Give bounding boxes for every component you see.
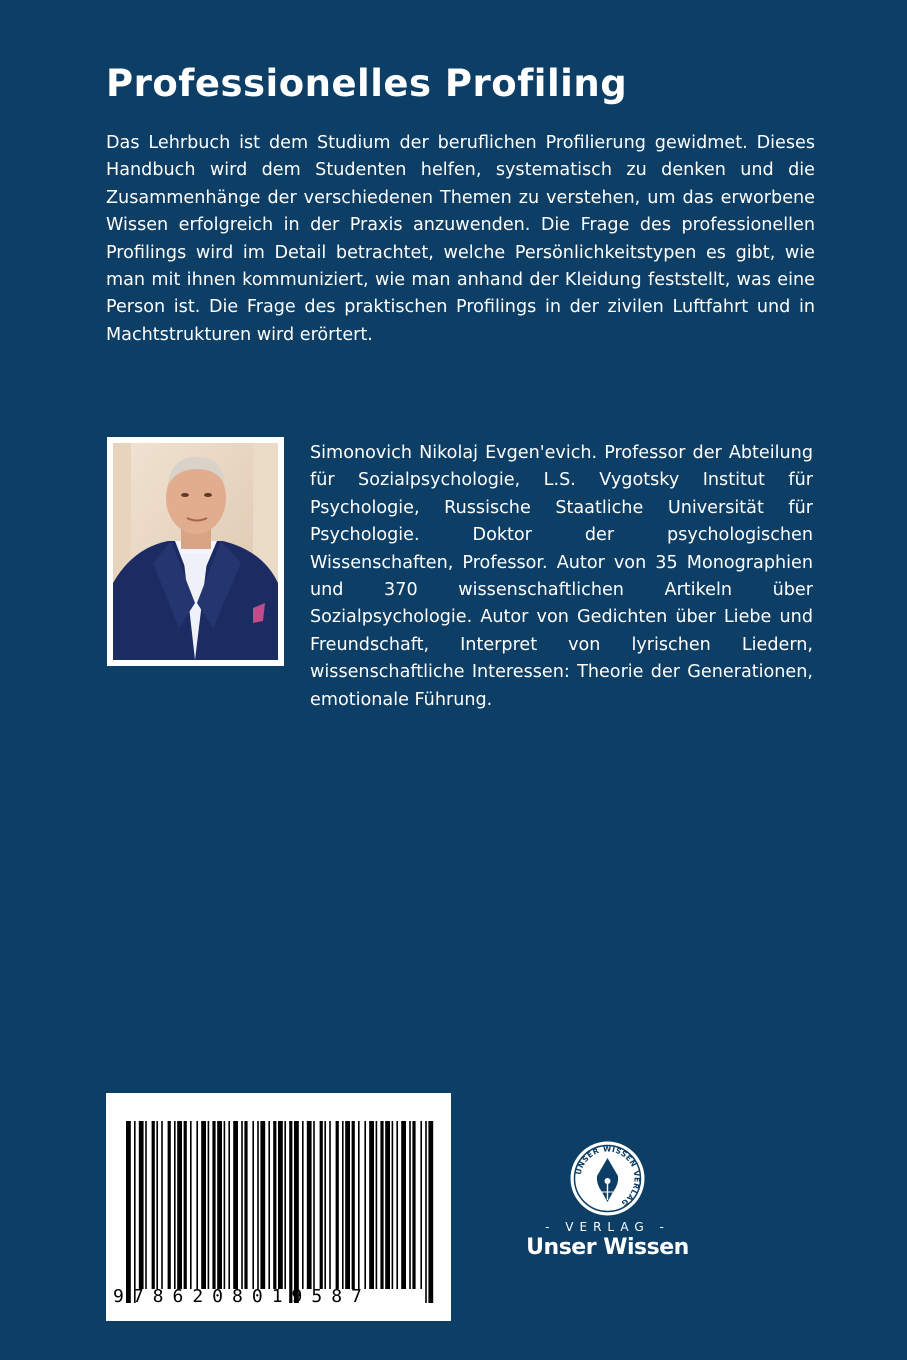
barcode-bar: [228, 1121, 230, 1289]
barcode-bar: [156, 1121, 158, 1289]
publisher-ring-text: UNSER WISSEN VERLAG: [573, 1144, 642, 1209]
barcode-bar: [161, 1121, 163, 1289]
barcode-bar: [145, 1121, 147, 1289]
barcode-bar: [260, 1121, 265, 1289]
barcode-bar: [369, 1121, 374, 1289]
barcode-bar: [294, 1121, 299, 1303]
barcode-bar: [401, 1121, 406, 1289]
barcode-bar: [284, 1121, 286, 1289]
isbn-number: 9786208019587: [113, 1286, 371, 1307]
barcode-bar: [268, 1121, 270, 1289]
barcode-bar: [196, 1121, 198, 1289]
barcode-bar: [380, 1121, 383, 1289]
barcode-bar: [212, 1121, 215, 1289]
barcode-bar: [190, 1121, 192, 1289]
barcode-bar: [385, 1121, 390, 1289]
barcode-bar: [313, 1121, 315, 1289]
barcode-bar: [278, 1121, 283, 1289]
barcode-bar: [184, 1121, 187, 1289]
barcode-bar: [396, 1121, 398, 1289]
barcode-bar: [412, 1121, 415, 1289]
publisher-label: - VERLAG -: [545, 1220, 670, 1234]
pen-nib-icon: [569, 1140, 646, 1217]
barcode-bar: [174, 1121, 176, 1289]
book-description: Das Lehrbuch ist dem Studium der beruflichen Profilierung gewidmet. Dieses Handbuch wird dem Studenten helfen, systematisch zu denken und die Zusammenhänge der verschiedenen Themen zu verstehen, um das erworbene Wissen erfolgreich in der Praxis anzuwenden. Die Frage des professionellen Profilings wird im Detail betrachtet, welche Persönlichkeitstypen es gibt, wie man mit ihnen kommuniziert, wie man anhand der Kleidung feststellt, was eine Person ist. Die Frage des praktischen Profilings in der zivilen Luftfahrt und in Machtstrukturen wird erörtert.: [106, 133, 815, 345]
barcode-bar: [345, 1121, 350, 1289]
barcode-bar: [273, 1121, 276, 1289]
barcode-bar: [289, 1121, 292, 1303]
barcode-bar: [352, 1121, 355, 1289]
barcode-bar: [342, 1121, 344, 1289]
publisher-name: Unser Wissen: [526, 1235, 689, 1260]
barcode-bar: [224, 1121, 226, 1289]
barcode-bar: [241, 1121, 243, 1289]
book-title: Professionelles Profiling: [106, 62, 628, 105]
barcode-bar: [168, 1121, 171, 1289]
barcode-bar: [257, 1121, 259, 1289]
barcode-bar: [208, 1121, 210, 1289]
barcode-bar: [364, 1121, 366, 1289]
barcode-bar: [420, 1121, 422, 1289]
barcode-bar: [177, 1121, 182, 1289]
barcode-bar: [324, 1121, 326, 1289]
barcode-bar: [392, 1121, 394, 1289]
barcode-bar: [152, 1121, 155, 1289]
barcode-bar: [358, 1121, 360, 1289]
barcode-bar: [428, 1121, 433, 1303]
barcode-bar: [329, 1121, 331, 1289]
barcode-bar: [376, 1121, 378, 1289]
barcode-bar: [336, 1121, 339, 1289]
barcode-bar: [134, 1121, 136, 1303]
author-bio: Simonovich Nikolaj Evgen'evich. Professor der Abteilung für Sozialpsychologie, L.S. Vygotsky Institut für Psychologie, Russische Staatliche Universität für Psychologie. Doktor der psychologischen Wissenschaften, Professor. Autor von 35 Monographien und 370 wissenschaftlichen Artikeln über Sozialpsychologie. Autor von Gedichten über Liebe und Freundschaft, Interpret von lyrischen Liedern, wissenschaftliche Interessen: Theorie der Generationen, emotionale Führung.: [310, 443, 813, 710]
barcode-bar: [139, 1121, 144, 1289]
barcode-bar: [201, 1121, 206, 1289]
barcode-bar: [307, 1121, 312, 1289]
barcode-bar: [233, 1121, 238, 1289]
publisher-logo: [520, 1140, 695, 1270]
author-photo: [107, 437, 284, 666]
barcode-bar: [425, 1121, 427, 1303]
barcode-bar: [409, 1121, 411, 1289]
barcode-bar: [126, 1121, 131, 1303]
barcode-bar: [252, 1121, 254, 1289]
barcode-bar: [217, 1121, 222, 1289]
barcode-bar: [244, 1121, 247, 1289]
barcode-bar: [320, 1121, 323, 1289]
author-portrait-image: [113, 443, 278, 660]
barcode-bar: [302, 1121, 304, 1289]
